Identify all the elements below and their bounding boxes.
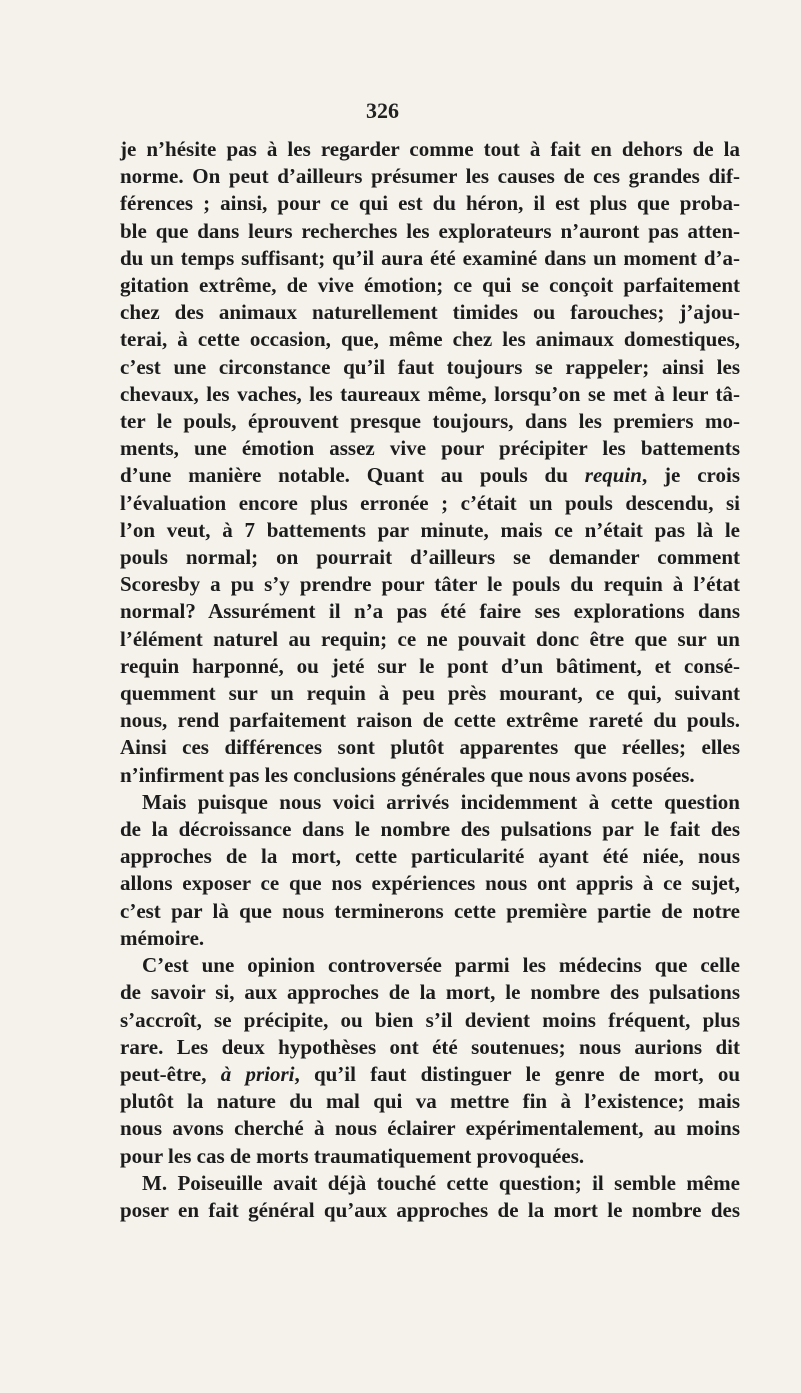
text-segment: allons exposer ce que nos expériences nous ont appris à ce sujet,	[120, 871, 740, 896]
text-segment: je n’hésite pas à les regarder comme tout à fait en dehors de la	[120, 137, 740, 161]
text-segment: c’est par là que nous terminerons cette première partie de notre	[120, 898, 740, 923]
text-segment: rare. Les deux hypothèses ont été soutenues; nous aurions dit	[120, 1034, 740, 1059]
text-segment: chevaux, les vaches, les taureaux même, lorsqu’on se met à leur tâ-	[120, 381, 740, 406]
text-segment: approches de la mort, cette particularité ayant été niée, nous	[120, 844, 740, 869]
text-line	[120, 626, 740, 653]
text-segment: , je crois	[641, 463, 740, 488]
text-line	[120, 979, 740, 1006]
text-line	[120, 299, 740, 326]
text-line	[120, 1061, 740, 1088]
text-line	[120, 326, 740, 353]
text-line	[120, 517, 740, 544]
page-number: 326	[366, 98, 399, 123]
text-line	[120, 245, 740, 272]
body-text	[120, 136, 740, 1224]
text-line	[120, 462, 740, 489]
text-line	[120, 272, 740, 299]
text-line	[120, 680, 740, 707]
text-segment: quemment sur un requin à peu près mourant, ce qui, suivant	[120, 681, 740, 706]
text-segment: de savoir si, aux approches de la mort, le nombre des pulsations	[120, 980, 740, 1005]
text-segment: M. Poiseuille avait déjà touché cette question; il semble même	[142, 1170, 740, 1195]
text-segment: ments, une émotion assez vive pour précipiter les battements	[120, 436, 740, 461]
text-segment: plutôt la nature du mal qui va mettre fin à l’existence; mais	[120, 1089, 740, 1114]
text-line	[120, 571, 740, 598]
text-segment: s’accroît, se précipite, ou bien s’il devient moins fréquent, plus	[120, 1007, 740, 1032]
text-segment: chez des animaux naturellement timides ou farouches; j’ajou-	[120, 300, 740, 325]
text-line	[120, 218, 740, 245]
text-line	[120, 1115, 740, 1142]
text-line	[120, 381, 740, 408]
text-line	[120, 163, 740, 190]
text-line	[120, 408, 740, 435]
text-segment: requin harponné, ou jeté sur le pont d’un bâtiment, et consé-	[120, 653, 740, 678]
text-line	[120, 1034, 740, 1061]
text-segment: C’est une opinion controversée parmi les médecins que celle	[142, 953, 740, 978]
text-segment: , qu’il faut distinguer le genre de mort, ou	[294, 1061, 740, 1086]
text-line	[120, 925, 740, 952]
text-segment: l’élément naturel au requin; ce ne pouvait donc être que sur un	[120, 626, 740, 651]
italic-word: requin	[584, 463, 642, 488]
text-segment: normal? Assurément il n’a pas été faire ses explorations dans	[120, 599, 740, 624]
text-line	[120, 843, 740, 870]
text-line	[120, 1007, 740, 1034]
text-line	[120, 544, 740, 571]
text-line	[120, 1088, 740, 1115]
text-line	[120, 653, 740, 680]
text-line	[120, 952, 740, 979]
text-segment: mémoire.	[120, 925, 205, 950]
text-segment: Ainsi ces différences sont plutôt apparentes que réelles; elles	[120, 735, 740, 760]
text-line	[120, 870, 740, 897]
text-line	[120, 816, 740, 843]
text-line	[120, 435, 740, 462]
text-segment: nous avons cherché à nous éclairer expérimentalement, au moins	[120, 1116, 740, 1141]
text-segment: ter le pouls, éprouvent presque toujours, dans les premiers mo-	[120, 409, 740, 434]
text-line	[120, 762, 740, 789]
text-line	[120, 1143, 740, 1170]
text-segment: ble que dans leurs recherches les explorateurs n’auront pas atten-	[120, 218, 740, 243]
text-line	[120, 707, 740, 734]
text-segment: Scoresby a pu s’y prendre pour tâter le pouls du requin à l’état	[120, 572, 740, 597]
text-segment: gitation extrême, de vive émotion; ce qui se conçoit parfaitement	[120, 273, 740, 298]
text-segment: du un temps suffisant; qu’il aura été examiné dans un moment d’a-	[120, 245, 740, 270]
text-line	[120, 734, 740, 761]
text-line	[120, 354, 740, 381]
text-segment: l’évaluation encore plus erronée ; c’était un pouls descendu, si	[120, 490, 740, 515]
text-line	[120, 190, 740, 217]
text-segment: pour les cas de morts traumatiquement provoquées.	[120, 1143, 585, 1168]
text-line	[120, 490, 740, 517]
text-line	[120, 136, 740, 163]
text-segment: d’une manière notable. Quant au pouls du	[120, 463, 585, 488]
text-line	[120, 898, 740, 925]
text-line	[120, 789, 740, 816]
text-segment: peut-être,	[120, 1061, 221, 1086]
text-segment: poser en fait général qu’aux approches de la mort le nombre des	[120, 1197, 740, 1222]
text-segment: Mais puisque nous voici arrivés incidemment à cette question	[142, 789, 740, 814]
text-segment: terai, à cette occasion, que, même chez les animaux domestiques,	[120, 327, 740, 352]
text-segment: férences ; ainsi, pour ce qui est du héron, il est plus que proba-	[120, 191, 740, 216]
text-segment: c’est une circonstance qu’il faut toujours se rappeler; ainsi les	[120, 354, 740, 379]
italic-word: à priori	[220, 1061, 295, 1086]
text-segment: de la décroissance dans le nombre des pulsations par le fait des	[120, 817, 740, 842]
text-line	[120, 1170, 740, 1197]
text-line	[120, 1197, 740, 1224]
text-segment: l’on veut, à 7 battements par minute, mais ce n’était pas là le	[120, 517, 740, 542]
text-segment: norme. On peut d’ailleurs présumer les causes de ces grandes dif-	[120, 164, 740, 189]
text-line	[120, 598, 740, 625]
text-segment: n’infirment pas les conclusions générales que nous avons posées.	[120, 762, 695, 787]
text-segment: nous, rend parfaitement raison de cette extrême rareté du pouls.	[120, 708, 740, 733]
text-segment: pouls normal; on pourrait d’ailleurs se demander comment	[120, 545, 740, 570]
